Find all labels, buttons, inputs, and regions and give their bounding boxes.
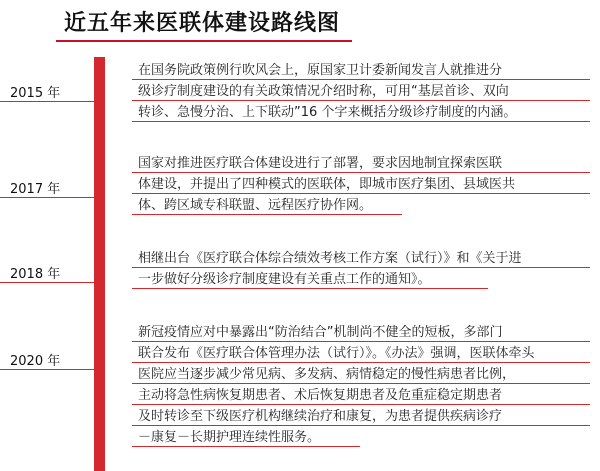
entry-line (138, 176, 584, 197)
timeline-entry (138, 62, 584, 125)
entry-line-text: 主动将急性病恢复期患者、术后恢复期患者及危重症稳定期患者 (138, 388, 503, 403)
line-underline (132, 362, 590, 363)
entry-line-text: 体建设，并提出了四种模式的医联体，即城市医疗集团、县域医共 (138, 177, 516, 192)
entry-line (138, 197, 584, 218)
timeline-entry (138, 155, 584, 218)
line-underline (132, 79, 590, 80)
title-underline (56, 40, 352, 42)
entry-line (138, 408, 584, 429)
entry-line-text: 联合发布《医疗联合体管理办法（试行）》。《办法》强调，医联体牵头 (138, 346, 535, 361)
entry-line (138, 83, 584, 104)
entry-line (138, 250, 584, 271)
year-label: 2017 年 (10, 182, 61, 197)
line-underline (132, 193, 590, 194)
line-underline (132, 341, 590, 342)
line-underline (132, 425, 590, 426)
line-underline (132, 100, 590, 101)
entry-line (138, 429, 584, 450)
year-label: 2018 年 (10, 267, 61, 282)
line-underline (132, 383, 590, 384)
entry-line-text: 及时转诊至下级医疗机构继续治疗和康复，为患者提供疾病诊疗 (138, 409, 503, 424)
entry-line (138, 62, 584, 83)
entry-line-text: 相继出台《医疗联合体综合绩效考核工作方案（试行）》和《关于进 (138, 251, 522, 266)
entry-line-text: 级诊疗制度建设的有关政策情况介绍时称，可用“基层首诊、双向 (138, 84, 509, 99)
timeline-entry (138, 250, 584, 292)
timeline-bar (94, 57, 105, 471)
entry-line-text: 新冠疫情应对中暴露出“防治结合”机制尚不健全的短板，多部门 (138, 325, 503, 340)
entry-line (138, 345, 584, 366)
year-rule (0, 369, 100, 370)
timeline-entry (138, 324, 584, 450)
entry-line (138, 155, 584, 176)
line-underline (132, 172, 590, 173)
line-underline (132, 214, 402, 215)
entry-line (138, 104, 584, 125)
entry-line (138, 271, 584, 292)
entry-line-text: －康复－长期护理连续性服务。 (138, 430, 321, 445)
entry-line (138, 387, 584, 408)
entry-line-text: 在国务院政策例行吹风会上，原国家卫计委新闻发言人就推进分 (138, 63, 503, 78)
entry-line-text: 一步做好分级诊疗制度建设有关重点工作的通知》。 (138, 272, 431, 287)
line-underline (132, 121, 590, 122)
year-label: 2015 年 (10, 86, 61, 101)
year-rule (0, 101, 100, 102)
year-rule (0, 282, 100, 283)
line-underline (132, 404, 590, 405)
entry-line (138, 324, 584, 345)
entry-line-text: 医院应当逐步减少常见病、多发病、病情稳定的慢性病患者比例， (138, 367, 516, 382)
entry-line (138, 366, 584, 387)
line-underline (132, 267, 590, 268)
entry-line-text: 转诊、急慢分治、上下联动”16 个字来概括分级诊疗制度的内涵。 (138, 105, 517, 120)
year-label: 2020 年 (10, 354, 61, 369)
year-rule (0, 197, 100, 198)
line-underline (132, 446, 360, 447)
page-title: 近五年来医联体建设路线图 (64, 11, 341, 36)
entry-line-text: 国家对推进医疗联合体建设进行了部署，要求因地制宜探索医联 (138, 156, 503, 171)
line-underline (132, 288, 488, 289)
entry-line-text: 体、跨区域专科联盟、远程医疗协作网。 (138, 198, 373, 213)
